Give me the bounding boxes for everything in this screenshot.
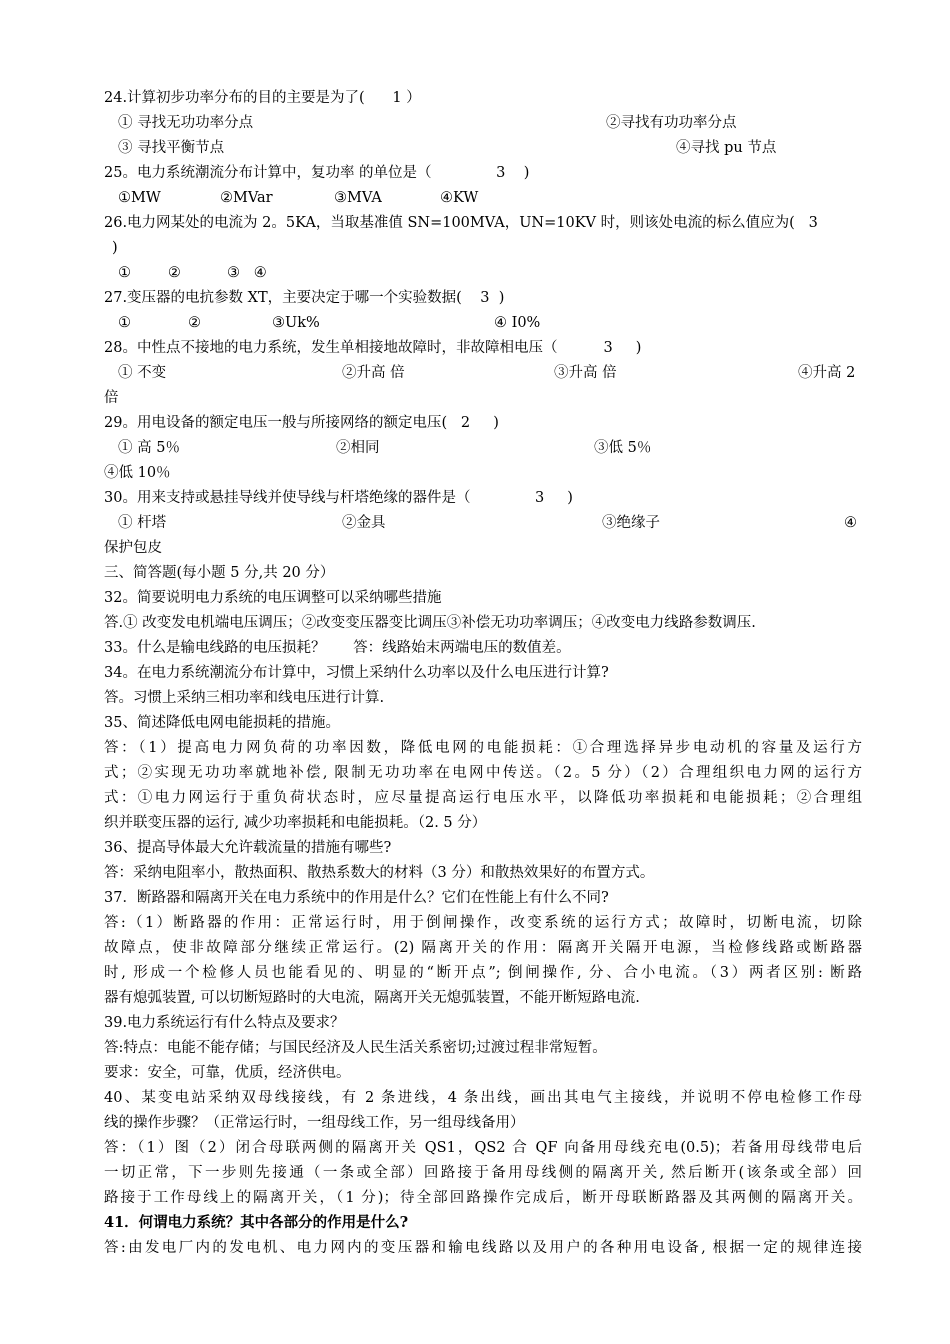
q29-option-4: ④低 10％ [104, 465, 171, 481]
q35-answer-line-3: 式：①电力网运行于重负荷状态时，应尽量提高运行电压水平，以降低功率损耗和电能损耗；②合理组 [104, 790, 862, 806]
q32-question: 32。简要说明电力系统的电压调整可以采纳哪些措施 [104, 590, 442, 606]
q30-option-3: ③绝缘子 [602, 515, 660, 531]
q25-option-4: ④KW [440, 190, 479, 206]
q25-option-2: ②MVar [220, 190, 273, 206]
q35-answer-line-4: 织并联变压器的运行, 减少功率损耗和电能损耗。（2. 5 分） [104, 815, 487, 831]
q29-option-1: ① 高 5％ [118, 440, 180, 456]
q30-option-2: ②金具 [342, 515, 386, 531]
q24-option-1: ① 寻找无功功率分点 [118, 115, 254, 131]
q27-option-2: ② [188, 315, 201, 331]
q27-option-1: ① [118, 315, 131, 331]
q41-answer-line-1: 答:由发电厂内的发电机、电力网内的变压器和输电线路以及用户的各种用电设备, 根据一定的规律连接 [104, 1240, 862, 1256]
q29-option-3: ③低 5％ [594, 440, 652, 456]
q26-options: ① ② ③ ④ [118, 265, 267, 281]
q28-option-4: ④升高 2 [798, 365, 856, 381]
q37-answer-line-1: 答:（1）断路器的作用：正常运行时，用于倒闸操作，改变系统的运行方式；故障时，切断电流，切除 [104, 915, 862, 931]
q28-title: 28。中性点不接地的电力系统，发生单相接地故障时，非故障相电压（ 3 ) [104, 340, 642, 356]
q37-question: 37．断路器和隔离开关在电力系统中的作用是什么？它们在性能上有什么不同? [104, 890, 609, 906]
q39-answer-requirements: 要求：安全，可靠，优质，经济供电。 [104, 1065, 351, 1081]
q40-question-line-2: 线的操作步骤？（正常运行时，一组母线工作，另一组母线备用） [104, 1115, 525, 1131]
q40-answer-line-2: 一切正常，下一步则先接通（一条或全部）回路接于备用母线侧的隔离开关, 然后断开(该条或全部）回 [104, 1165, 862, 1181]
q30-title: 30。用来支持或悬挂导线并使导线与杆塔绝缘的器件是（ 3 ) [104, 490, 573, 506]
q36-answer: 答：采纳电阻率小，散热面积、散热系数大的材料（3 分）和散热效果好的布置方式。 [104, 865, 655, 881]
q37-answer-line-4: 器有熄弧装置, 可以切断短路时的大电流，隔离开关无熄弧装置，不能开断短路电流. [104, 990, 640, 1006]
q33-question-answer: 33。什么是输电线路的电压损耗？ 答：线路始末两端电压的数值差。 [104, 640, 571, 656]
q26-title: 26.电力网某处的电流为 2。5KA，当取基准值 SN=100MVA，UN=10KV 时，则该处电流的标么值应为( 3 [104, 215, 818, 231]
q29-option-2: ②相同 [336, 440, 380, 456]
q28-option-3: ③升高 倍 [554, 365, 617, 381]
q40-answer-line-3: 路接于工作母线上的隔离开关，（1 分)；待全部回路操作完成后，断开母联断路器及其两侧的隔离开关。 [104, 1190, 862, 1206]
q25-option-1: ①MW [118, 190, 161, 206]
q25-title: 25。电力系统潮流分布计算中，复功率 的单位是（ 3 ) [104, 165, 530, 181]
q34-question: 34。在电力系统潮流分布计算中，习惯上采纳什么功率以及什么电压进行计算? [104, 665, 609, 681]
q29-title: 29。用电设备的额定电压一般与所接网络的额定电压( 2 ) [104, 415, 499, 431]
section-heading: 三、简答题(每小题 5 分,共 20 分） [104, 565, 335, 581]
q24-option-2: ②寻找有功功率分点 [606, 115, 737, 131]
q41-question: 41．何谓电力系统？其中各部分的作用是什么? [104, 1214, 409, 1231]
q39-question: 39.电力系统运行有什么特点及要求？ [104, 1015, 345, 1031]
q26-close-paren: ) [112, 240, 118, 256]
q30-option-4-wrap: 保护包皮 [104, 540, 162, 556]
q24-option-3: ③ 寻找平衡节点 [118, 140, 225, 156]
q30-option-4: ④ [844, 515, 857, 531]
q28-option-1: ① 不变 [118, 365, 167, 381]
q25-option-3: ③MVA [334, 190, 382, 206]
q27-option-3: ③Uk% [272, 315, 320, 331]
q24-option-4: ④寻找 pu 节点 [676, 140, 777, 156]
q40-answer-line-1: 答：（1）图（2）闭合母联两侧的隔离开关 QS1，QS2 合 QF 向备用母线充电(0.5)；若备用母线带电后 [104, 1140, 862, 1156]
q27-title: 27.变压器的电抗参数 XT，主要决定于哪一个实验数据( 3 ) [104, 290, 505, 306]
q35-answer-line-1: 答：（1）提高电力网负荷的功率因数，降低电网的电能损耗：①合理选择异步电动机的容量及运行方 [104, 740, 862, 756]
q35-answer-line-2: 式；②实现无功功率就地补偿, 限制无功功率在电网中传送。（2。5 分）（2）合理组织电力网的运行方 [104, 765, 862, 781]
q24-title: 24.计算初步功率分布的目的主要是为了( 1 ） [104, 90, 421, 106]
q32-answer: 答.① 改变发电机端电压调压；②改变变压器变比调压③补偿无功功率调压；④改变电力线路参数调压. [104, 615, 756, 631]
q37-answer-line-2: 故障点，使非故障部分继续正常运行。(2) 隔离开关的作用：隔离开关隔开电源，当检修线路或断路器 [104, 940, 862, 956]
q39-answer-features: 答:特点：电能不能存储；与国民经济及人民生活关系密切;过渡过程非常短暂。 [104, 1040, 607, 1056]
q27-option-4: ④ I0% [494, 315, 541, 331]
q28-option-4-wrap: 倍 [104, 390, 119, 406]
q36-question: 36、提高导体最大允许载流量的措施有哪些? [104, 840, 392, 856]
q30-option-1: ① 杆塔 [118, 515, 167, 531]
q37-answer-line-3: 时, 形成一个检修人员也能看见的、明显的“断开点”; 倒闸操作, 分、合小电流。（3）两者区别: 断路 [104, 965, 862, 981]
q34-answer: 答。习惯上采纳三相功率和线电压进行计算. [104, 690, 385, 706]
q40-question-line-1: 40、某变电站采纳双母线接线，有 2 条进线，4 条出线，画出其电气主接线，并说明不停电检修工作母 [104, 1090, 862, 1106]
q35-question: 35、简述降低电网电能损耗的措施。 [104, 715, 340, 731]
q28-option-2: ②升高 倍 [342, 365, 405, 381]
